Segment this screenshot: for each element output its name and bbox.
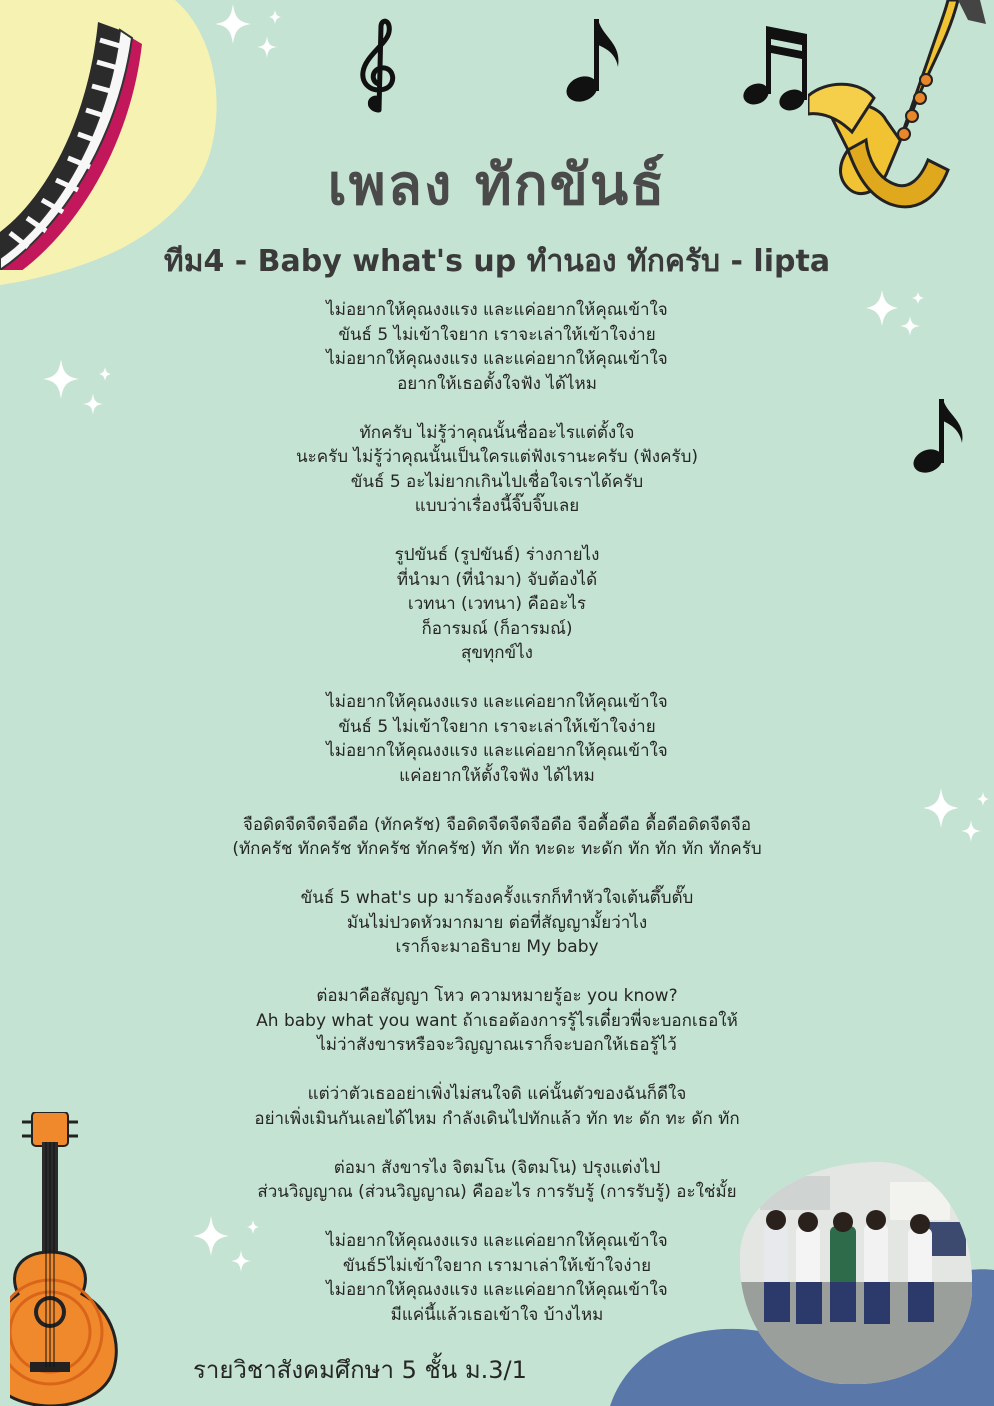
lyric-line: ไม่อยากให้คุณงงแรง และแค่อยากให้คุณเข้าใจ [326,1231,668,1251]
lyric-line: จือดิดจืดจืดจือดือ (ทักครัช) จือดิดจืดจืดจือดือ จือดื้อดือ ดื้อดือดิดจืดจือ [242,814,752,835]
lyric-line: มันไม่ปวดหัวมากมาย ต่อที่สัญญามั้ยว่าไง [346,912,648,933]
lyric-line: ส่วนวิญญาณ (ส่วนวิญญาณ) คืออะไร การรับรู้ (การรับรู้) อะใช่มั้ย [257,1182,737,1202]
lyric-stanza [180,984,814,1058]
lyric-line: ขันธ์ 5 ไม่เข้าใจยาก เราจะเล่าให้เข้าใจง่าย [338,324,656,345]
lyric-stanza [180,1229,814,1327]
lyric-line: ต่อมาคือสัญญา โหว ความหมายรู้อะ you know? [316,986,678,1006]
lyric-line: ขันธ์5ไม่เข้าใจยาก เรามาเล่าให้เข้าใจง่าย [342,1255,652,1276]
lyric-stanza [180,886,814,960]
lyric-line: (ทักครัช ทักครัช ทักครัช ทักครัช) ทัก ทัก ทะดะ ทะดัก ทัก ทัก ทัก ทักครับ [232,839,762,859]
sparkle-icon [205,2,285,72]
lyric-stanza [180,421,814,519]
lyric-line: อย่าเพิ่งเมินกันเลยได้ไหม กำลังเดินไปทักแล้ว ทัก ทะ ดัก ทะ ดัก ทัก [254,1108,740,1129]
class-photo [740,1162,972,1384]
lyric-line: เราก็จะมาอธิบาย My baby [395,937,599,957]
lyric-stanza [180,1082,814,1131]
lyric-line: แต่ว่าตัวเธออย่าเพิ่งไม่สนใจดิ แค่นั้นตัวของฉันก็ดีใจ [307,1084,687,1104]
lyric-line: ไม่ว่าสังขารหรือจะวิญญาณเราก็จะบอกให้เธอรู้ไว้ [317,1035,677,1055]
eighth-note-icon [910,395,970,477]
lyric-line: ไม่อยากให้คุณงงแรง และแค่อยากให้คุณเข้าใจ [326,349,668,369]
guitar-icon [10,1112,150,1406]
lyric-stanza [180,1156,814,1205]
beamed-notes-icon [740,20,812,112]
eighth-note-icon [562,15,624,105]
lyric-stanza [180,813,814,862]
lyric-line: ทักครับ ไม่รู้ว่าคุณนั้นชื่ออะไรแต่ตั้งใจ [359,422,635,443]
lyric-line: นะครับ ไม่รู้ว่าคุณนั้นเป็นใครแต่ฟังเรานะครับ (ฟังครับ) [295,447,698,467]
lyric-line: ไม่อยากให้คุณงงแรง และแค่อยากให้คุณเข้าใจ [326,741,668,761]
piano-keyboard-icon [0,0,150,270]
lyric-line: ขันธ์ 5 อะไม่ยากเกินไปเชื่อใจเราได้ครับ [350,471,644,492]
lyric-line: Ah baby what you want ถ้าเธอต้องการรู้ไรเดี๋ยวพี่จะบอกเธอให้ [256,1010,738,1031]
song-subtitle: ทีม4 - Baby what's up ทำนอง ทักครับ - lipta [163,244,831,279]
sparkle-icon [860,286,930,344]
lyric-line: ไม่อยากให้คุณงงแรง และแค่อยากให้คุณเข้าใจ [326,692,668,712]
page-title: เพลง ทักขันธ์ [327,153,667,218]
sparkle-icon [35,355,115,427]
lyric-line: ก็อารมณ์ (ก็อารมณ์) [421,618,573,639]
lyric-line: รูปขันธ์ (รูปขันธ์) ร่างกายไง [394,545,600,565]
sparkle-icon [915,786,994,856]
lyric-line: ต่อมา สังขารไง จิตมโน (จิตมโน) ปรุงแต่งไป [333,1157,661,1178]
course-footer: รายวิชาสังคมศึกษา 5 ชั้น ม.3/1 [193,1356,527,1384]
lyric-stanza [180,543,814,666]
lyric-line: ขันธ์ 5 what's up มาร้องครั้งแรกก็ทำหัวใจเต้นตึ๊บตั๊บ [300,888,694,908]
lyrics-block [180,298,814,1352]
lyric-line: แค่อยากให้ตั้งใจฟัง ได้ไหม [399,765,595,786]
lyric-line: ไม่อยากให้คุณงงแรง และแค่อยากให้คุณเข้าใจ [326,1280,668,1300]
lyric-line: ที่นำมา (ที่นำมา) จับต้องได้ [396,569,598,590]
lyric-line: อยากให้เธอตั้งใจฟัง ได้ไหม [397,373,597,394]
lyric-line: ขันธ์ 5 ไม่เข้าใจยาก เราจะเล่าให้เข้าใจง่าย [338,716,656,737]
lyric-line: ไม่อยากให้คุณงงแรง และแค่อยากให้คุณเข้าใจ [326,300,668,320]
lyric-line: สุขทุกข์ไง [461,643,533,663]
lyric-stanza [180,690,814,788]
lyric-stanza [180,298,814,396]
lyric-line: แบบว่าเรื่องนี้จิ๊บจิ๊บเลย [414,496,580,516]
treble-clef-icon [355,18,401,116]
lyric-line: มีแค่นี้แล้วเธอเข้าใจ บ้างไหม [390,1304,604,1325]
lyric-line: เวทนา (เวทนา) คืออะไร [407,594,587,614]
